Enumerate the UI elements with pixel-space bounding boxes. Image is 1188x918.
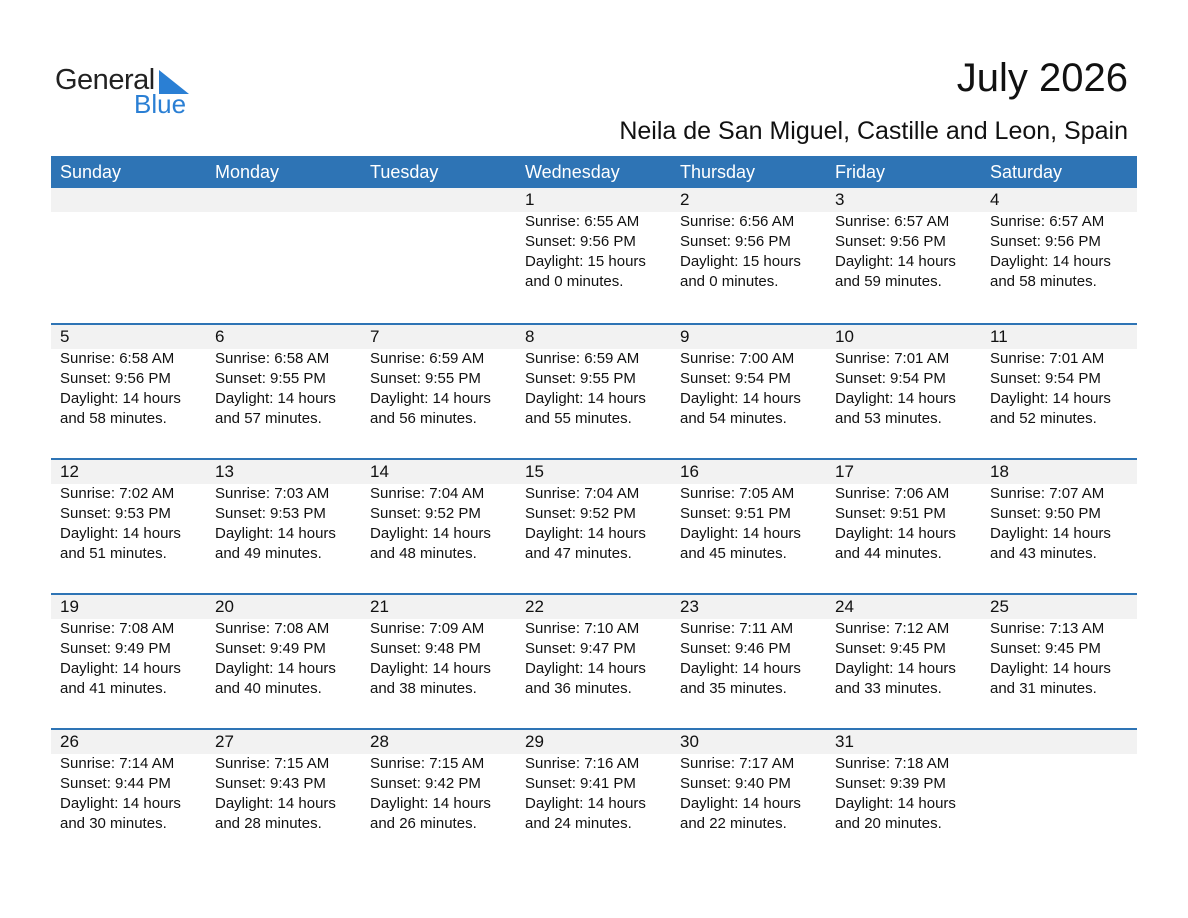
day-cell	[516, 460, 671, 593]
day-number: 9	[680, 327, 690, 346]
day-sunset: Sunset: 9:41 PM	[525, 775, 636, 792]
day-cell	[671, 460, 826, 593]
day-cell	[826, 188, 981, 323]
day-number: 12	[60, 462, 79, 481]
day-daylight1: Daylight: 14 hours	[680, 795, 801, 812]
day-number: 13	[215, 462, 234, 481]
day-sunrise: Sunrise: 7:10 AM	[525, 620, 640, 637]
day-cell	[981, 460, 1136, 593]
day-daylight1: Daylight: 14 hours	[835, 660, 956, 677]
empty-day-cell	[206, 188, 361, 323]
page-title: July 2026	[956, 56, 1128, 100]
day-daylight2: and 38 minutes.	[370, 680, 477, 697]
day-sunrise: Sunrise: 6:59 AM	[525, 350, 640, 367]
day-daylight1: Daylight: 14 hours	[525, 795, 646, 812]
day-daylight2: and 52 minutes.	[990, 410, 1097, 427]
day-sunset: Sunset: 9:40 PM	[680, 775, 791, 792]
day-sunset: Sunset: 9:55 PM	[525, 370, 636, 387]
day-number: 1	[525, 190, 535, 209]
day-daylight1: Daylight: 14 hours	[525, 660, 646, 677]
day-number: 28	[370, 732, 389, 751]
day-number: 27	[215, 732, 234, 751]
day-cell	[981, 325, 1136, 458]
day-daylight1: Daylight: 14 hours	[525, 525, 646, 542]
day-daylight1: Daylight: 14 hours	[60, 390, 181, 407]
logo-blue-text: Blue	[134, 89, 187, 119]
day-daylight2: and 51 minutes.	[60, 545, 167, 562]
weekday-header	[51, 156, 1137, 188]
day-cell	[826, 730, 981, 863]
day-cell	[826, 595, 981, 728]
day-sunrise: Sunrise: 7:17 AM	[680, 755, 795, 772]
day-daylight2: and 33 minutes.	[835, 680, 942, 697]
day-sunrise: Sunrise: 6:57 AM	[835, 213, 950, 230]
day-number: 22	[525, 597, 544, 616]
day-daylight1: Daylight: 14 hours	[990, 390, 1111, 407]
day-daylight1: Daylight: 14 hours	[60, 525, 181, 542]
day-daylight2: and 40 minutes.	[215, 680, 322, 697]
day-daylight1: Daylight: 14 hours	[835, 525, 956, 542]
weekday-monday: Monday	[215, 162, 280, 182]
day-daylight1: Daylight: 14 hours	[990, 660, 1111, 677]
day-cell	[826, 460, 981, 593]
day-daylight2: and 57 minutes.	[215, 410, 322, 427]
day-cell	[516, 188, 671, 323]
day-daylight1: Daylight: 14 hours	[215, 660, 336, 677]
day-daylight1: Daylight: 14 hours	[370, 795, 491, 812]
weekday-thursday: Thursday	[680, 162, 756, 182]
day-sunrise: Sunrise: 7:18 AM	[835, 755, 950, 772]
day-sunrise: Sunrise: 6:57 AM	[990, 213, 1105, 230]
day-number: 21	[370, 597, 389, 616]
day-cell	[361, 460, 516, 593]
day-cell	[671, 730, 826, 863]
week-days	[51, 188, 1137, 323]
day-sunrise: Sunrise: 7:06 AM	[835, 485, 950, 502]
day-cell	[206, 595, 361, 728]
day-sunset: Sunset: 9:52 PM	[370, 505, 481, 522]
day-cell	[981, 595, 1136, 728]
week-row	[51, 458, 1137, 593]
day-number: 6	[215, 327, 225, 346]
day-number: 5	[60, 327, 70, 346]
day-sunrise: Sunrise: 7:14 AM	[60, 755, 175, 772]
day-daylight1: Daylight: 14 hours	[215, 525, 336, 542]
weekday-saturday: Saturday	[990, 162, 1063, 182]
day-daylight1: Daylight: 14 hours	[370, 525, 491, 542]
day-number: 4	[990, 190, 1000, 209]
day-cell	[206, 460, 361, 593]
day-sunrise: Sunrise: 7:04 AM	[525, 485, 640, 502]
day-sunset: Sunset: 9:51 PM	[835, 505, 946, 522]
day-sunset: Sunset: 9:49 PM	[60, 640, 171, 657]
day-sunrise: Sunrise: 6:58 AM	[215, 350, 330, 367]
day-daylight2: and 58 minutes.	[990, 273, 1097, 290]
day-cell	[361, 730, 516, 863]
day-sunrise: Sunrise: 7:05 AM	[680, 485, 795, 502]
calendar-weeks	[51, 188, 1137, 863]
day-cell	[671, 188, 826, 323]
day-daylight1: Daylight: 14 hours	[680, 660, 801, 677]
day-daylight1: Daylight: 14 hours	[990, 253, 1111, 270]
day-cell	[206, 730, 361, 863]
day-sunrise: Sunrise: 7:00 AM	[680, 350, 795, 367]
day-number: 24	[835, 597, 854, 616]
week-days	[51, 730, 1137, 863]
day-daylight2: and 0 minutes.	[525, 273, 624, 290]
day-sunrise: Sunrise: 7:03 AM	[215, 485, 330, 502]
day-sunset: Sunset: 9:46 PM	[680, 640, 791, 657]
week-days	[51, 595, 1137, 728]
day-cell	[826, 325, 981, 458]
day-sunrise: Sunrise: 7:08 AM	[60, 620, 175, 637]
day-sunrise: Sunrise: 6:59 AM	[370, 350, 485, 367]
day-number: 14	[370, 462, 389, 481]
day-daylight2: and 49 minutes.	[215, 545, 322, 562]
weekday-wednesday: Wednesday	[525, 162, 620, 182]
day-sunrise: Sunrise: 7:13 AM	[990, 620, 1105, 637]
day-daylight2: and 44 minutes.	[835, 545, 942, 562]
day-cell	[361, 595, 516, 728]
day-daylight1: Daylight: 14 hours	[60, 795, 181, 812]
day-sunrise: Sunrise: 7:02 AM	[60, 485, 175, 502]
day-daylight2: and 58 minutes.	[60, 410, 167, 427]
day-sunset: Sunset: 9:44 PM	[60, 775, 171, 792]
day-cell	[516, 595, 671, 728]
day-sunset: Sunset: 9:55 PM	[370, 370, 481, 387]
day-number: 19	[60, 597, 79, 616]
day-sunset: Sunset: 9:56 PM	[835, 233, 946, 250]
day-sunrise: Sunrise: 7:08 AM	[215, 620, 330, 637]
day-sunset: Sunset: 9:49 PM	[215, 640, 326, 657]
day-daylight1: Daylight: 14 hours	[835, 390, 956, 407]
day-number: 25	[990, 597, 1009, 616]
week-days	[51, 325, 1137, 458]
day-daylight2: and 43 minutes.	[990, 545, 1097, 562]
day-sunset: Sunset: 9:39 PM	[835, 775, 946, 792]
day-cell	[51, 730, 206, 863]
day-sunrise: Sunrise: 6:58 AM	[60, 350, 175, 367]
day-sunrise: Sunrise: 7:01 AM	[990, 350, 1105, 367]
day-daylight2: and 55 minutes.	[525, 410, 632, 427]
day-daylight2: and 47 minutes.	[525, 545, 632, 562]
day-number: 29	[525, 732, 544, 751]
day-number: 7	[370, 327, 380, 346]
day-daylight1: Daylight: 14 hours	[990, 525, 1111, 542]
calendar-grid	[51, 156, 1137, 863]
logo	[55, 62, 205, 118]
day-daylight1: Daylight: 14 hours	[835, 795, 956, 812]
day-cell	[51, 325, 206, 458]
day-daylight1: Daylight: 15 hours	[680, 253, 801, 270]
day-sunset: Sunset: 9:56 PM	[680, 233, 791, 250]
day-sunrise: Sunrise: 7:01 AM	[835, 350, 950, 367]
day-sunset: Sunset: 9:54 PM	[680, 370, 791, 387]
day-daylight2: and 41 minutes.	[60, 680, 167, 697]
day-daylight2: and 54 minutes.	[680, 410, 787, 427]
day-number: 16	[680, 462, 699, 481]
day-sunset: Sunset: 9:53 PM	[215, 505, 326, 522]
day-sunset: Sunset: 9:53 PM	[60, 505, 171, 522]
day-sunset: Sunset: 9:54 PM	[990, 370, 1101, 387]
day-sunset: Sunset: 9:45 PM	[990, 640, 1101, 657]
logo-general-text: General	[55, 64, 155, 96]
day-sunrise: Sunrise: 6:56 AM	[680, 213, 795, 230]
day-daylight2: and 24 minutes.	[525, 815, 632, 832]
day-daylight2: and 45 minutes.	[680, 545, 787, 562]
day-number: 31	[835, 732, 854, 751]
day-daylight1: Daylight: 14 hours	[370, 660, 491, 677]
day-daylight2: and 56 minutes.	[370, 410, 477, 427]
day-cell	[671, 325, 826, 458]
day-sunrise: Sunrise: 6:55 AM	[525, 213, 640, 230]
day-daylight1: Daylight: 14 hours	[680, 525, 801, 542]
day-sunset: Sunset: 9:47 PM	[525, 640, 636, 657]
weekday-tuesday: Tuesday	[370, 162, 439, 182]
day-cell	[361, 325, 516, 458]
empty-day-cell	[361, 188, 516, 323]
day-daylight2: and 31 minutes.	[990, 680, 1097, 697]
day-daylight2: and 0 minutes.	[680, 273, 779, 290]
day-daylight2: and 20 minutes.	[835, 815, 942, 832]
day-daylight2: and 30 minutes.	[60, 815, 167, 832]
day-cell	[671, 595, 826, 728]
day-sunrise: Sunrise: 7:15 AM	[215, 755, 330, 772]
day-daylight2: and 48 minutes.	[370, 545, 477, 562]
day-cell	[206, 325, 361, 458]
week-days	[51, 460, 1137, 593]
day-number: 2	[680, 190, 690, 209]
day-sunset: Sunset: 9:48 PM	[370, 640, 481, 657]
day-number: 10	[835, 327, 854, 346]
day-number: 15	[525, 462, 544, 481]
day-cell	[516, 325, 671, 458]
day-daylight2: and 26 minutes.	[370, 815, 477, 832]
day-number: 11	[990, 327, 1008, 346]
weekday-friday: Friday	[835, 162, 886, 182]
day-daylight1: Daylight: 14 hours	[680, 390, 801, 407]
week-row	[51, 188, 1137, 323]
day-sunset: Sunset: 9:56 PM	[525, 233, 636, 250]
day-daylight1: Daylight: 14 hours	[215, 795, 336, 812]
day-daylight2: and 35 minutes.	[680, 680, 787, 697]
day-daylight2: and 22 minutes.	[680, 815, 787, 832]
day-daylight1: Daylight: 15 hours	[525, 253, 646, 270]
empty-day-cell	[51, 188, 206, 323]
day-cell	[51, 460, 206, 593]
day-sunset: Sunset: 9:43 PM	[215, 775, 326, 792]
day-number: 30	[680, 732, 699, 751]
day-cell	[981, 188, 1136, 323]
day-number: 17	[835, 462, 854, 481]
empty-day-cell	[981, 730, 1136, 863]
day-sunrise: Sunrise: 7:12 AM	[835, 620, 950, 637]
day-sunset: Sunset: 9:52 PM	[525, 505, 636, 522]
day-sunset: Sunset: 9:42 PM	[370, 775, 481, 792]
day-number: 23	[680, 597, 699, 616]
day-sunrise: Sunrise: 7:04 AM	[370, 485, 485, 502]
day-daylight1: Daylight: 14 hours	[215, 390, 336, 407]
day-daylight2: and 59 minutes.	[835, 273, 942, 290]
day-number: 26	[60, 732, 79, 751]
week-row	[51, 323, 1137, 458]
day-sunset: Sunset: 9:55 PM	[215, 370, 326, 387]
day-daylight1: Daylight: 14 hours	[60, 660, 181, 677]
day-cell	[516, 730, 671, 863]
day-sunrise: Sunrise: 7:07 AM	[990, 485, 1105, 502]
day-sunset: Sunset: 9:56 PM	[60, 370, 171, 387]
day-daylight2: and 53 minutes.	[835, 410, 942, 427]
day-number: 8	[525, 327, 535, 346]
day-sunset: Sunset: 9:54 PM	[835, 370, 946, 387]
day-sunrise: Sunrise: 7:09 AM	[370, 620, 485, 637]
day-daylight1: Daylight: 14 hours	[370, 390, 491, 407]
day-number: 20	[215, 597, 234, 616]
day-daylight2: and 28 minutes.	[215, 815, 322, 832]
day-sunset: Sunset: 9:56 PM	[990, 233, 1101, 250]
day-sunrise: Sunrise: 7:16 AM	[525, 755, 640, 772]
day-number: 3	[835, 190, 845, 209]
week-row	[51, 728, 1137, 863]
location-subtitle: Neila de San Miguel, Castille and Leon, Spain	[619, 117, 1128, 145]
day-daylight1: Daylight: 14 hours	[835, 253, 956, 270]
day-sunset: Sunset: 9:45 PM	[835, 640, 946, 657]
day-sunset: Sunset: 9:51 PM	[680, 505, 791, 522]
day-daylight2: and 36 minutes.	[525, 680, 632, 697]
day-sunrise: Sunrise: 7:15 AM	[370, 755, 485, 772]
day-cell	[51, 595, 206, 728]
day-sunrise: Sunrise: 7:11 AM	[680, 620, 794, 637]
week-row	[51, 593, 1137, 728]
day-sunset: Sunset: 9:50 PM	[990, 505, 1101, 522]
day-number: 18	[990, 462, 1009, 481]
weekday-sunday: Sunday	[60, 162, 122, 182]
day-daylight1: Daylight: 14 hours	[525, 390, 646, 407]
